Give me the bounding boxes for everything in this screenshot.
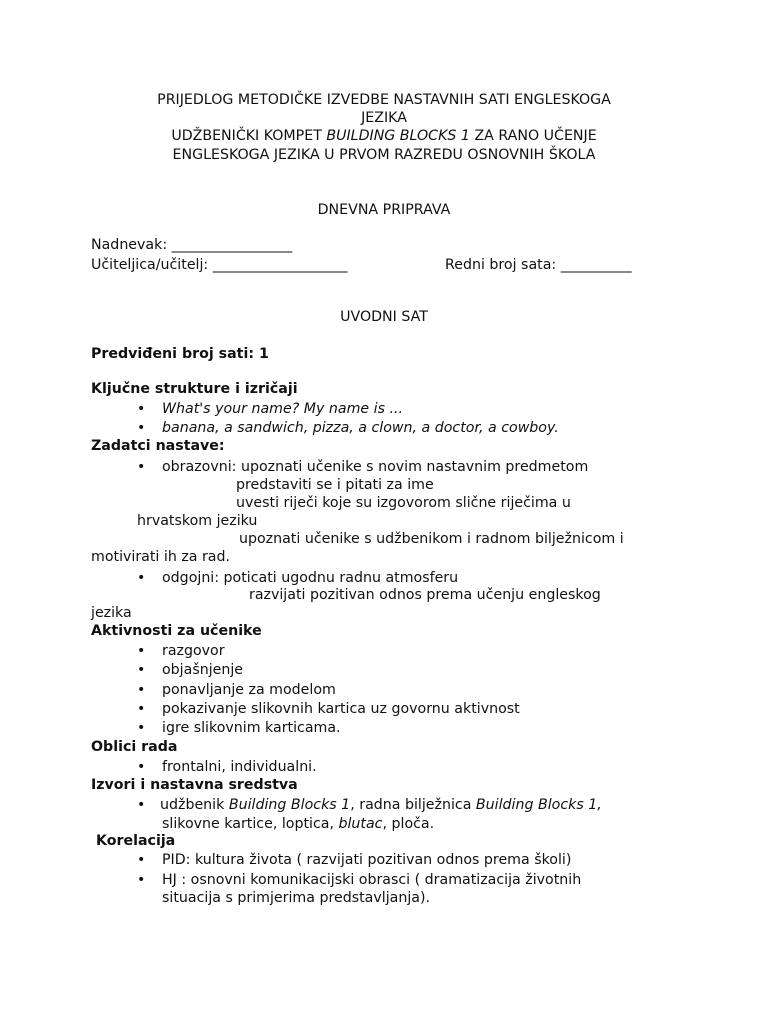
correlation-item: HJ : osnovni komunikacijski obrasci ( dramatizacija životnih xyxy=(162,872,582,888)
correlation-heading: Korelacija xyxy=(96,833,176,849)
teacher-field: Učiteljica/učitelj: ___________________ xyxy=(91,257,348,273)
bullet-icon: • xyxy=(137,720,146,736)
task-educational-line: predstaviti se i pitati za ime xyxy=(236,477,434,493)
sources-workbook-name: Building Blocks 1, xyxy=(475,797,602,813)
planned-hours: Predviđeni broj sati: 1 xyxy=(91,346,269,362)
activities-heading: Aktivnosti za učenike xyxy=(91,623,262,639)
doc-title-book-name: BUILDING BLOCKS 1 xyxy=(326,128,470,144)
doc-title-line-3 xyxy=(0,127,768,146)
correlation-item: PID: kultura života ( razvijati pozitivan odnos prema školi) xyxy=(162,852,572,868)
doc-title-line-1: PRIJEDLOG METODIČKE IZVEDBE NASTAVNIH SATI ENGLESKOGA xyxy=(157,92,611,108)
bullet-icon: • xyxy=(137,459,146,475)
sources-text: udžbenik xyxy=(160,797,229,813)
doc-title-line-3-post: ZA RANO UČENJE xyxy=(469,128,597,144)
task-educational-line: uvesti riječi koje su izgovorom slične riječima u xyxy=(236,495,571,511)
sources-heading: Izvori i nastavna sredstva xyxy=(91,777,298,793)
task-upbringing-line: jezika xyxy=(91,605,132,621)
task-educational-line: obrazovni: upoznati učenike s novim nastavnim predmetom xyxy=(162,459,589,475)
activity-item: objašnjenje xyxy=(162,662,244,678)
doc-title-line-2: JEZIKA xyxy=(361,110,407,126)
activity-item: pokazivanje slikovnih kartica uz govornu aktivnost xyxy=(162,701,520,717)
doc-subtitle: DNEVNA PRIPRAVA xyxy=(317,202,451,218)
sources-book-name: Building Blocks 1 xyxy=(228,797,351,813)
lesson-title: UVODNI SAT xyxy=(340,309,428,325)
sources-text: , ploča. xyxy=(382,816,435,832)
bullet-icon: • xyxy=(137,643,146,659)
bullet-icon: • xyxy=(137,797,146,813)
bullet-icon: • xyxy=(137,872,146,888)
structure-item: What's your name? My name is ... xyxy=(162,401,404,417)
activity-item: igre slikovnim karticama. xyxy=(162,720,341,736)
task-upbringing-line: razvijati pozitivan odnos prema učenju engleskog xyxy=(249,587,601,603)
lesson-number-field: Redni broj sata: __________ xyxy=(445,257,632,273)
sources-text: slikovne kartice, loptica, xyxy=(162,816,339,832)
correlation-item-continued: situacija s primjerima predstavljanja). xyxy=(162,890,430,906)
sources-line-1 xyxy=(160,796,602,815)
bullet-icon: • xyxy=(137,682,146,698)
bullet-icon: • xyxy=(137,759,146,775)
bullet-icon: • xyxy=(137,701,146,717)
doc-title-line-4: ENGLESKOGA JEZIKA U PRVOM RAZREDU OSNOVNIH ŠKOLA xyxy=(172,147,596,163)
sources-text: , radna bilježnica xyxy=(350,797,476,813)
work-forms-heading: Oblici rada xyxy=(91,739,178,755)
activity-item: razgovor xyxy=(162,643,225,659)
task-educational-line: hrvatskom jeziku xyxy=(137,513,258,529)
doc-title-line-3-pre: UDŽBENIČKI KOMPET xyxy=(171,128,327,144)
date-field: Nadnevak: _________________ xyxy=(91,237,293,253)
sources-blutac: blutac xyxy=(338,816,383,832)
activity-item: ponavljanje za modelom xyxy=(162,682,336,698)
task-educational-line: upoznati učenike s udžbenikom i radnom bilježnicom i xyxy=(239,531,624,547)
structure-item: banana, a sandwich, pizza, a clown, a doctor, a cowboy. xyxy=(162,420,559,436)
bullet-icon: • xyxy=(137,401,146,417)
bullet-icon: • xyxy=(137,420,146,436)
bullet-icon: • xyxy=(137,852,146,868)
work-form-item: frontalni, individualni. xyxy=(162,759,317,775)
bullet-icon: • xyxy=(137,570,146,586)
tasks-heading: Zadatci nastave: xyxy=(91,438,225,454)
bullet-icon: • xyxy=(137,662,146,678)
structures-heading: Ključne strukture i izričaji xyxy=(91,381,298,397)
task-upbringing-line: odgojni: poticati ugodnu radnu atmosferu xyxy=(162,570,459,586)
sources-line-2 xyxy=(162,815,434,834)
task-educational-line: motivirati ih za rad. xyxy=(91,549,231,565)
